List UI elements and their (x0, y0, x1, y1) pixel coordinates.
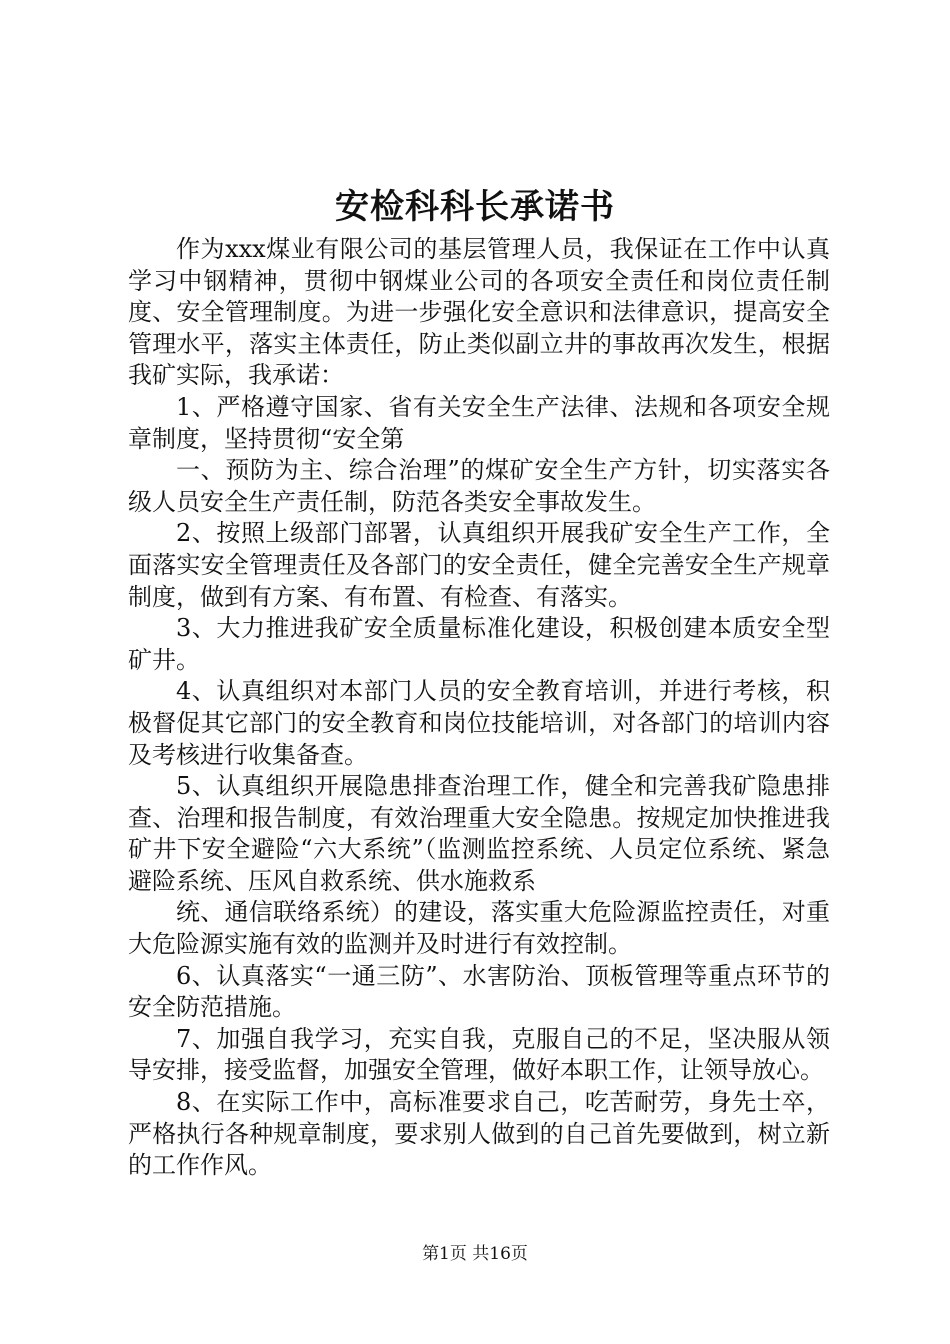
paragraph-item-2: 2、按照上级部门部署，认真组织开展我矿安全生产工作，全面落实安全管理责任及各部门的安全责任，健全完善安全生产规章制度，做到有方案、有布置、有检查、有落实。 (128, 519, 830, 611)
paragraph-item-5-continued: 统、通信联络系统）的建设，落实重大危险源监控责任，对重大危险源实施有效的监测并及时进行有效控制。 (128, 898, 830, 959)
paragraph-item-5: 5、认真组织开展隐患排查治理工作，健全和完善我矿隐患排查、治理和报告制度，有效治理重大安全隐患。按规定加快推进我矿井下安全避险“六大系统”（监测监控系统、人员定位系统、紧急避险系统、压风自救系统、供水施救系 (128, 772, 830, 895)
page-number-footer: 第1页 共16页 (422, 1244, 528, 1264)
paragraph-item-6: 6、认真落实“一通三防”、水害防治、顶板管理等重点环节的安全防范措施。 (128, 961, 830, 1022)
document-title: 安检科科长承诺书 (335, 187, 615, 227)
paragraph-item-3: 3、大力推进我矿安全质量标准化建设，积极创建本质安全型矿井。 (128, 614, 830, 674)
paragraph-item-1-continued: 一、预防为主、综合治理”的煤矿安全生产方针，切实落实各级人员安全生产责任制，防范各类安全事故发生。 (128, 456, 830, 516)
paragraph-item-1: 1、严格遵守国家、省有关安全生产法律、法规和各项安全规章制度，坚持贯彻“安全第 (128, 392, 830, 453)
paragraph-item-8: 8、在实际工作中，高标准要求自己，吃苦耐劳，身先士卒，严格执行各种规章制度，要求别人做到的自己首先要做到，树立新的工作作风。 (128, 1088, 830, 1180)
paragraph-item-4: 4、认真组织对本部门人员的安全教育培训，并进行考核，积极督促其它部门的安全教育和岗位技能培训，对各部门的培训内容及考核进行收集备查。 (128, 677, 830, 769)
paragraph-intro: 作为xxx煤业有限公司的基层管理人员，我保证在工作中认真学习中钢精神，贯彻中钢煤业公司的各项安全责任和岗位责任制度、安全管理制度。为进一步强化安全意识和法律意识，提高安全管理水平，落实主体责任，防止类似副立井的事故再次发生，根据我矿实际，我承诺： (128, 235, 830, 390)
document-body (128, 234, 830, 1182)
paragraph-item-7: 7、加强自我学习，充实自我，克服自己的不足，坚决服从领导安排，接受监督，加强安全管理，做好本职工作，让领导放心。 (128, 1024, 830, 1085)
